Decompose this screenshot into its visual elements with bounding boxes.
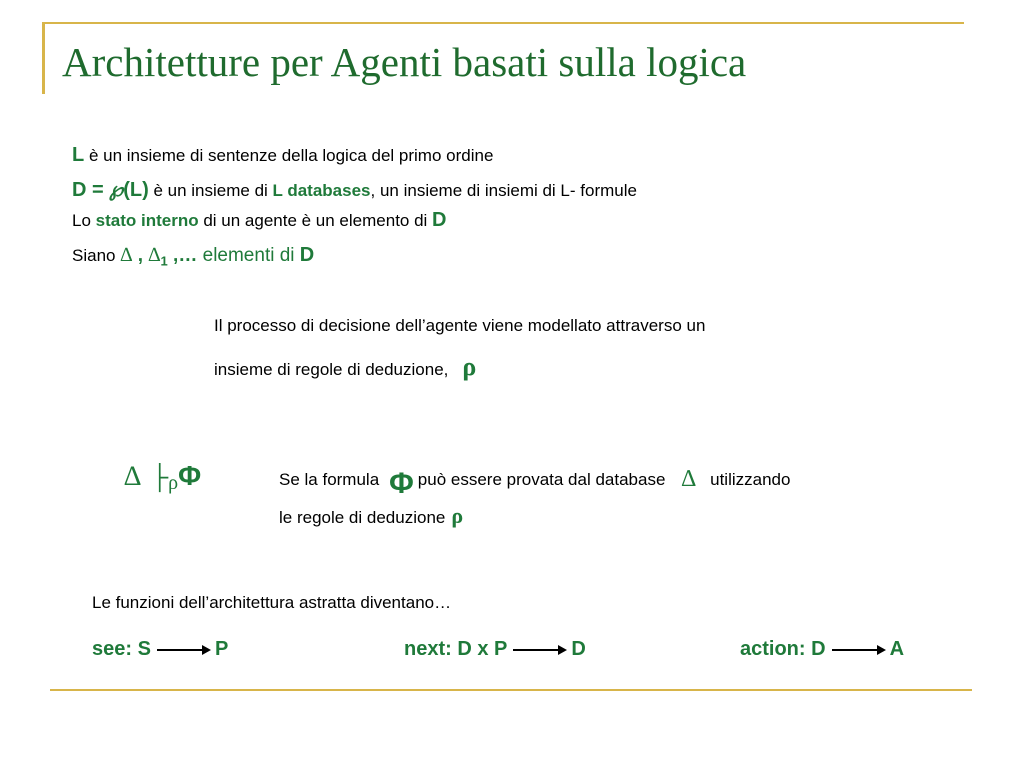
function-action <box>740 638 904 661</box>
definition-line-siano <box>72 244 314 268</box>
definition-text-a: Siano <box>72 246 121 265</box>
frame-bottom-line <box>50 689 972 691</box>
delta1-symbol: ∆ <box>148 244 161 266</box>
function-next <box>404 638 586 661</box>
definition-text-b: elementi di <box>197 245 300 266</box>
formula-explanation <box>279 466 969 501</box>
definition-text-b: , un insieme di insiemi di L- formule <box>370 181 637 200</box>
explanation-text-c: utilizzando <box>710 470 791 489</box>
derivation-formula <box>124 460 201 495</box>
symbol-D: D <box>299 244 315 266</box>
definition-text-b: di un agente è un elemento di <box>198 211 433 230</box>
comma: , <box>132 245 149 266</box>
frame-top-line <box>42 22 964 24</box>
definition-line-D <box>72 177 637 202</box>
rho-subscript: ρ <box>168 472 179 495</box>
delta-symbol: ∆ <box>681 466 697 492</box>
definition-line-L <box>72 144 493 167</box>
function-codomain: A <box>889 638 905 660</box>
symbol-L: L <box>72 144 85 166</box>
symbol-D: D <box>432 209 447 231</box>
function-domain: action: D <box>740 638 826 660</box>
explanation-text: le regole di deduzione <box>279 508 446 527</box>
explanation-text-b: può essere provata dal database <box>417 470 666 489</box>
symbol-D-eq: D = <box>72 179 110 201</box>
phi-symbol: Φ <box>389 467 414 500</box>
delta1-subscript: 1 <box>160 253 168 269</box>
deduction-paragraph-line1: Il processo di decisione dell’agente viene modellato attraverso un <box>214 316 706 335</box>
ellipsis: ,… <box>167 245 198 266</box>
functions-intro: Le funzioni dell’architettura astratta diventano… <box>92 593 452 612</box>
arrow-icon <box>513 649 565 651</box>
bold-term-stato-interno: stato interno <box>95 211 199 230</box>
formula-explanation-line2 <box>279 503 463 529</box>
function-see <box>92 638 228 661</box>
phi-symbol: Φ <box>178 460 202 491</box>
function-codomain: D <box>571 638 586 660</box>
function-domain: see: S <box>92 638 151 660</box>
rho-symbol: ρ <box>451 503 464 528</box>
deduction-paragraph-line2 <box>214 352 476 382</box>
function-codomain: P <box>214 638 229 660</box>
explanation-text-a: Se la formula <box>279 470 380 489</box>
definition-text-a: Lo <box>72 211 96 230</box>
frame-left-line <box>42 22 45 94</box>
powerset-symbol: ℘ <box>109 179 124 201</box>
arrow-icon <box>157 649 209 651</box>
definition-line-state <box>72 209 447 232</box>
delta-symbol: ∆ <box>124 461 142 492</box>
bold-term-l-databases: L databases <box>272 181 371 200</box>
deduction-text: insieme di regole di deduzione, <box>214 360 449 379</box>
turnstile-symbol: ├ <box>151 464 169 491</box>
function-domain: next: D x P <box>404 638 508 660</box>
slide-title: Architetture per Agenti basati sulla logica <box>62 39 747 85</box>
delta-symbol: ∆ <box>120 244 133 266</box>
rho-symbol: ρ <box>462 352 477 381</box>
arrow-icon <box>832 649 884 651</box>
symbol-L-paren: (L) <box>123 179 149 201</box>
definition-text: è un insieme di sentenze della logica del primo ordine <box>84 146 494 165</box>
definition-text-a: è un insieme di <box>148 181 273 200</box>
